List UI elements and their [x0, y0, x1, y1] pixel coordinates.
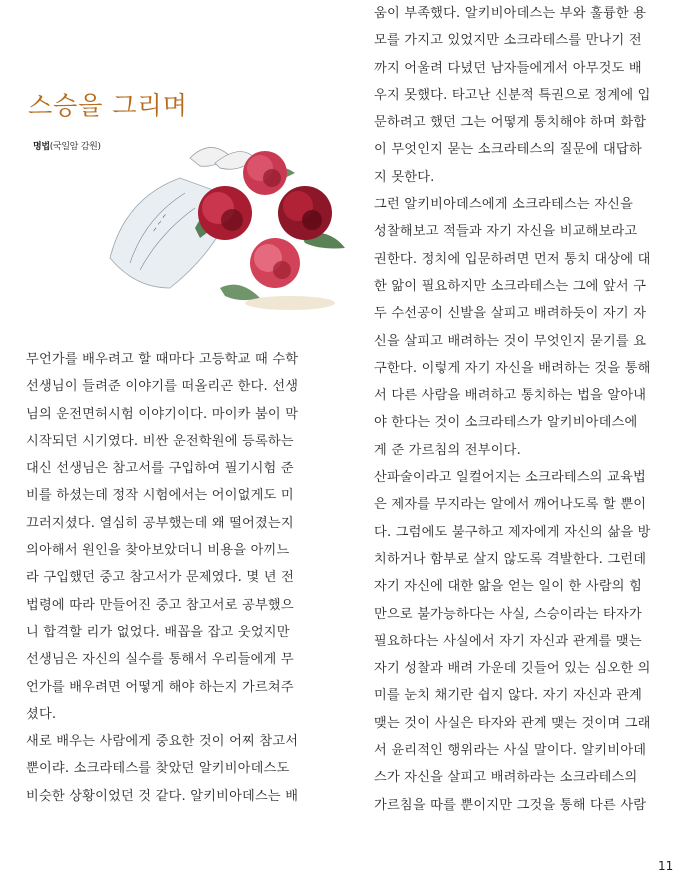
- article-body-right-column: [374, 0, 674, 819]
- text-line: 시작되던 시기였다. 비싼 운전학원에 등록하는: [26, 433, 294, 449]
- text-line: 이 무엇인지 묻는 소크라테스의 질문에 대답하: [374, 142, 642, 158]
- text-line: 서 다른 사람을 배려하고 통치하는 법을 알아내: [374, 388, 647, 404]
- svg-text:~ ~ ~: ~ ~ ~: [150, 211, 170, 235]
- author-byline: [33, 139, 101, 152]
- text-line: 필요하다는 사실에서 자기 자신과 관계를 맺는: [374, 633, 642, 649]
- text-line: 움이 부족했다. 알키비아데스는 부와 훌륭한 용: [374, 6, 647, 21]
- text-line: 새로 배우는 사람에게 중요한 것이 어찌 참고서: [26, 734, 299, 750]
- text-line: 만으로 불가능하다는 사실, 스승이라는 타자가: [374, 606, 642, 622]
- text-line: 게 준 가르침의 전부이다.: [374, 442, 521, 458]
- text-line: 끄러지셨다. 열심히 공부했는데 왜 떨어졌는지: [26, 515, 294, 531]
- page-number: 11: [658, 859, 674, 873]
- text-line: 자기 성찰과 배려 가운데 깃들어 있는 심오한 의: [374, 661, 651, 677]
- text-line: 님의 운전면허시험 이야기이다. 마이카 붐이 막: [26, 406, 299, 422]
- text-line: 구한다. 이렇게 자기 자신을 배려하는 것을 통해: [374, 360, 651, 376]
- text-line: 모를 가지고 있었지만 소크라테스를 만나기 전: [374, 33, 642, 49]
- text-line: 법령에 따라 만들어진 중고 참고서로 공부했으: [26, 597, 294, 613]
- text-line: 은 제자를 무지라는 알에서 깨어나도록 할 뿐이: [374, 497, 647, 513]
- text-line: 무언가를 배우려고 할 때마다 고등학교 때 수학: [26, 352, 299, 367]
- text-line: 선생님은 자신의 실수를 통해서 우리들에게 무: [26, 652, 294, 668]
- text-line: 자기 자신에 대한 앎을 얻는 일이 한 사람의 힘: [374, 579, 643, 595]
- text-line: 비를 하셨는데 정작 시험에서는 어이없게도 미: [26, 488, 294, 504]
- article-body-left-column: [26, 346, 336, 810]
- text-line: 권한다. 정치에 입문하려면 먼저 통치 대상에 대: [374, 251, 651, 267]
- text-line: 산파술이라고 일컬어지는 소크라테스의 교육법: [374, 470, 646, 486]
- text-line: 미를 눈치 채기란 쉽지 않다. 자기 자신과 관계: [374, 688, 643, 704]
- text-line: 맺는 것이 사실은 타자와 관계 맺는 것이며 그래: [374, 715, 651, 731]
- text-line: 한 앎이 필요하지만 소크라테스는 그에 앞서 구: [374, 278, 647, 294]
- text-line: 신을 살피고 배려하는 것이 무엇인지 묻기를 요: [374, 333, 647, 349]
- text-line: 의아해서 원인을 찾아보았더니 비용을 아끼느: [26, 543, 290, 559]
- text-line: 언가를 배우려면 어떻게 해야 하는지 가르쳐주: [26, 679, 294, 695]
- text-line: 비슷한 상황이었던 것 같다. 알키비아데스는 배: [26, 788, 299, 804]
- text-line: 뿐이랴. 소크라테스를 찾았던 알키비아데스도: [26, 761, 290, 777]
- text-line: 우지 못했다. 타고난 신분적 특권으로 정계에 입: [374, 87, 651, 103]
- text-line: 라 구입했던 중고 참고서가 문제였다. 몇 년 전: [26, 570, 295, 586]
- text-line: 지 못한다.: [374, 169, 435, 185]
- text-line: 문하려고 했던 그는 어떻게 통치해야 하며 화합: [374, 115, 647, 131]
- text-line: 치하거나 함부로 살지 않도록 격발한다. 그런데: [374, 551, 647, 567]
- text-line: 셨다.: [26, 706, 57, 722]
- text-line: 까지 어울려 다녔던 남자들에게서 아무것도 배: [374, 60, 642, 76]
- text-line: 니 합격할 리가 없었다. 배꼽을 잡고 웃었지만: [26, 624, 290, 640]
- text-line: 그런 알키비아데스에게 소크라테스는 자신을: [374, 197, 634, 213]
- carnation-bouquet-illustration: [100, 138, 350, 323]
- text-line: 두 수선공이 신발을 살피고 배려하듯이 자기 자: [374, 306, 647, 322]
- text-line: 야 한다는 것이 소크라테스가 알키비아데스에: [374, 415, 638, 431]
- text-line: 가르침을 따를 뿐이지만 그것을 통해 다른 사람: [374, 797, 647, 813]
- text-line: 다. 그럼에도 불구하고 제자에게 자신의 삶을 방: [374, 524, 651, 540]
- text-line: 서 윤리적인 행위라는 사실 말이다. 알키비아데: [374, 743, 647, 759]
- text-line: 선생님이 들려준 이야기를 떠올리곤 한다. 선생: [26, 379, 299, 395]
- text-line: 성찰해보고 적들과 자기 자신을 비교해보라고: [374, 224, 638, 240]
- author-affiliation: (국일암 감원): [49, 142, 101, 152]
- text-line: 스가 자신을 살피고 배려하라는 소크라테스의: [374, 770, 638, 786]
- article-title: 스승을 그리며: [28, 91, 188, 120]
- author-name: 명법: [33, 142, 50, 152]
- text-line: 대신 선생님은 참고서를 구입하여 필기시험 준: [26, 461, 294, 477]
